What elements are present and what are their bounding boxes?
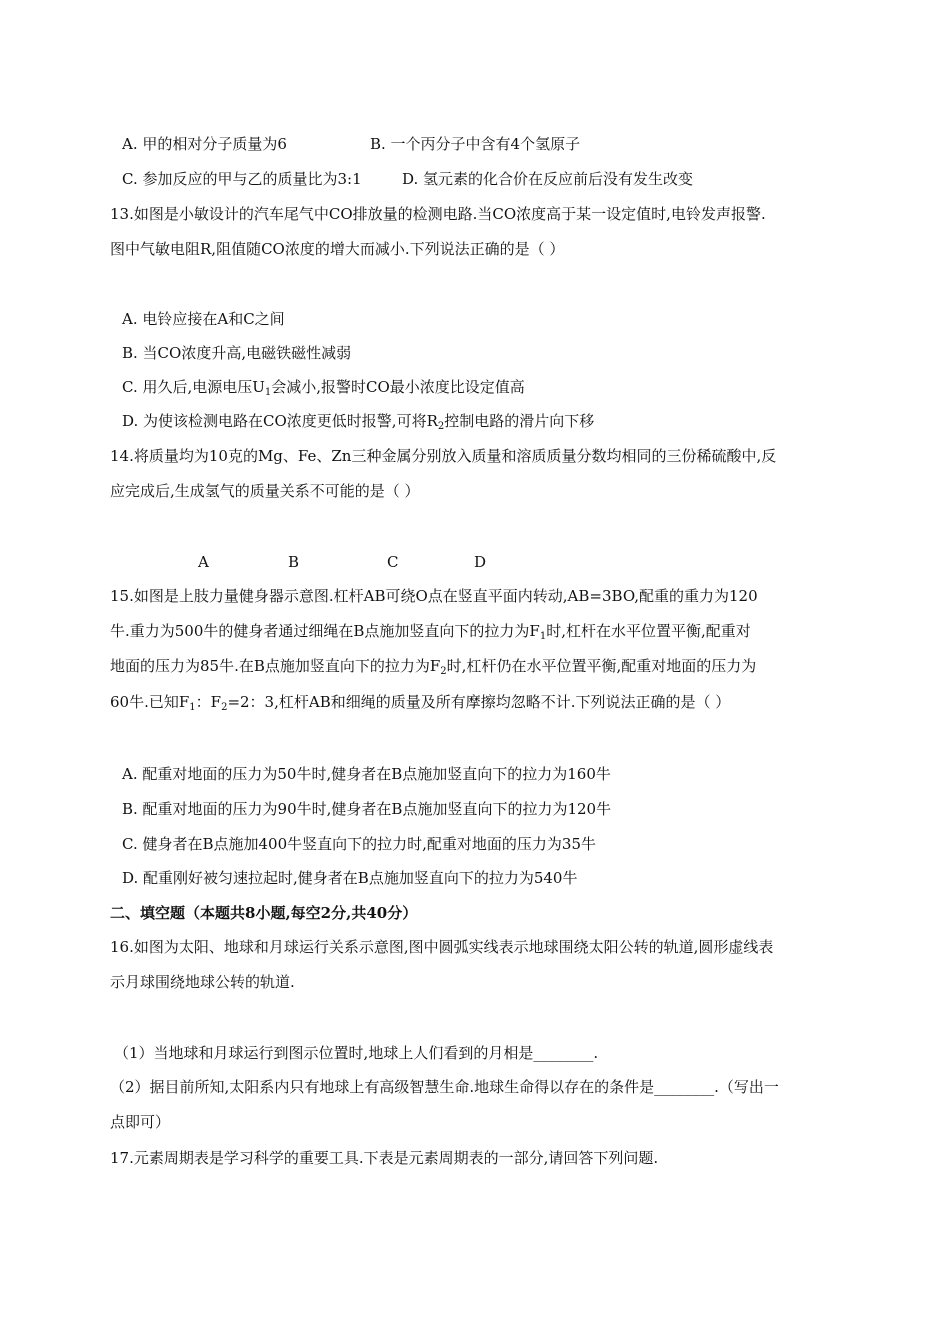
- q16-stem-line-2: 示月球围绕地球公转的轨道.: [110, 973, 295, 991]
- q13-option-d: D. 为使该检测电路在CO浓度更低时报警,可将$R_2$控制电路的滑片向下移: [122, 412, 595, 432]
- q14-label-b: B: [288, 553, 300, 571]
- q16-part-2-line-2: 点即可）: [110, 1113, 171, 1131]
- q12-option-b-wrap: [370, 134, 580, 154]
- q15-option-c: C. 健身者在B点施加400牛竖直向下的拉力时,配重对地面的压力为35牛: [122, 835, 596, 853]
- q12-option-d-wrap: [402, 169, 693, 189]
- q15-stem-line-2: 牛.重力为500牛的健身者通过细绳在B点施加竖直向下的拉力为$F_1$时,杠杆在水平位置平衡,配重对: [110, 622, 751, 642]
- q12-option-a: A. 甲的相对分子质量为6: [122, 135, 287, 153]
- section-2-title: 二、填空题（本题共8小题,每空2分,共40分）: [110, 904, 418, 922]
- q14-stem-line-1: 14.将质量均为10克的Mg、Fe、Zn三种金属分别放入质量和溶质质量分数均相同的三份稀硫酸中,反: [110, 447, 777, 465]
- q13-option-c: C. 用久后,电源电压$U_1$会减小,报警时CO最小浓度比设定值高: [122, 378, 525, 398]
- q14-label-c: C: [387, 553, 399, 571]
- q15-option-a: A. 配重对地面的压力为50牛时,健身者在B点施加竖直向下的拉力为160牛: [122, 765, 611, 783]
- q15-stem-line-4: 60牛.已知$F_1$：$F_2=2$：3,杠杆AB和细绳的质量及所有摩擦均忽略不计.下列说法正确的是（ ）: [110, 693, 731, 713]
- q16-stem-line-1: 16.如图为太阳、地球和月球运行关系示意图,图中圆弧实线表示地球围绕太阳公转的轨道,圆形虚线表: [110, 938, 774, 956]
- q13-option-b: B. 当CO浓度升高,电磁铁磁性减弱: [122, 344, 352, 362]
- q13-stem-line-2: 图中气敏电阻R,阻值随CO浓度的增大而减小.下列说法正确的是（ ）: [110, 240, 565, 258]
- q15-option-b: B. 配重对地面的压力为90牛时,健身者在B点施加竖直向下的拉力为120牛: [122, 800, 612, 818]
- q14-label-d: D: [474, 553, 487, 571]
- q13-option-a: A. 电铃应接在A和C之间: [122, 310, 285, 328]
- q15-option-d: D. 配重刚好被匀速拉起时,健身者在B点施加竖直向下的拉力为540牛: [122, 869, 578, 887]
- q12-option-b: B. 一个丙分子中含有4个氢原子: [370, 135, 581, 153]
- q12-option-c-wrap: [122, 169, 362, 189]
- q15-stem-line-3: 地面的压力为85牛.在B点施加竖直向下的拉力为$F_2$时,杠杆仍在水平位置平衡,配重对地面的压力为: [110, 657, 757, 677]
- q12-option-c: C. 参加反应的甲与乙的质量比为3:1: [122, 170, 362, 188]
- q15-stem-line-1: 15.如图是上肢力量健身器示意图.杠杆AB可绕O点在竖直平面内转动,AB=3BO,配重的重力为120: [110, 587, 758, 605]
- q17-stem-line-1: 17.元素周期表是学习科学的重要工具.下表是元素周期表的一部分,请回答下列问题.: [110, 1149, 659, 1167]
- q16-part-2-line-1: （2）据目前所知,太阳系内只有地球上有高级智慧生命.地球生命得以存在的条件是________.（写出一: [110, 1078, 779, 1096]
- q12-option-row-1: [122, 134, 287, 154]
- q13-stem-line-1: 13.如图是小敏设计的汽车尾气中CO排放量的检测电路.当CO浓度高于某一设定值时,电铃发声报警.: [110, 205, 766, 223]
- q12-option-d: D. 氢元素的化合价在反应前后没有发生改变: [402, 170, 694, 188]
- q14-label-a: A: [198, 553, 209, 571]
- q16-part-1: （1）当地球和月球运行到图示位置时,地球上人们看到的月相是________.: [114, 1044, 599, 1062]
- q14-stem-line-2: 应完成后,生成氢气的质量关系不可能的是（ ）: [110, 482, 420, 500]
